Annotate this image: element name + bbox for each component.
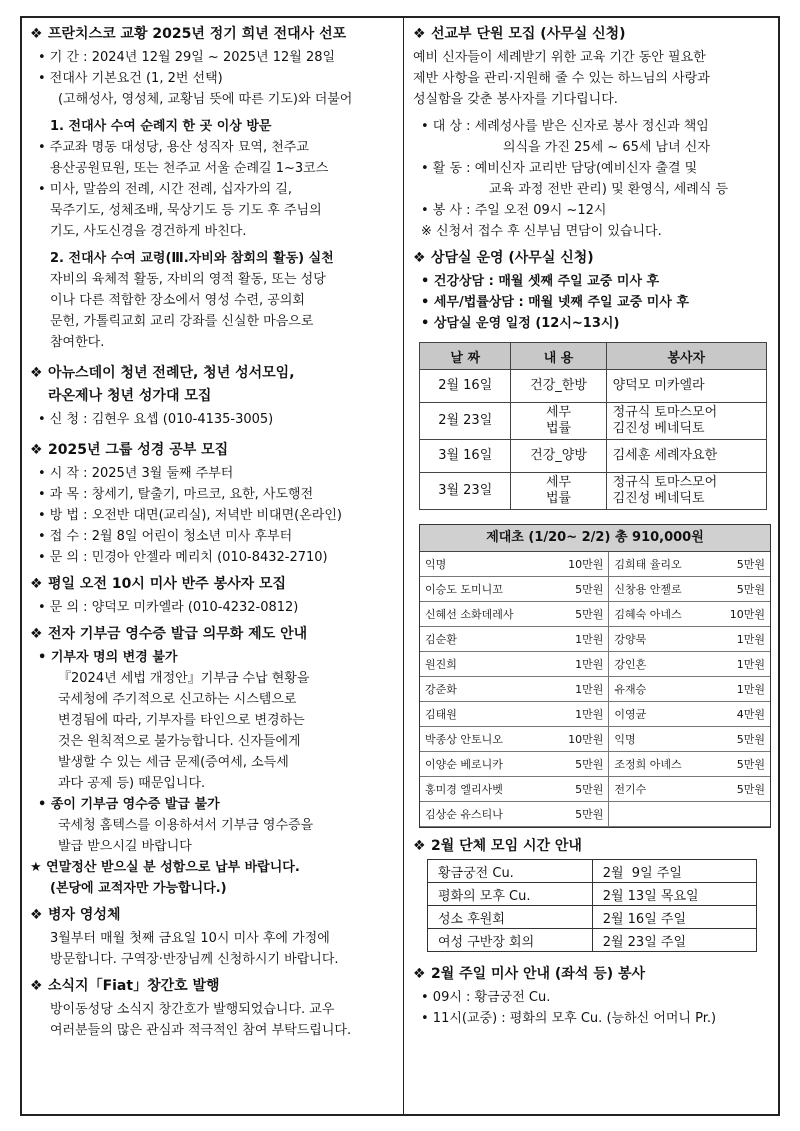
donor-name: 신창용 안젤로 xyxy=(609,577,711,602)
subheading: 1. 전대사 수여 순례지 한 곳 이상 방문 xyxy=(50,119,272,134)
bulletin-page xyxy=(20,16,780,1116)
meeting-row xyxy=(428,860,757,883)
donation-header: 제대초 (1/20~ 2/2) 총 910,000원 xyxy=(420,525,770,552)
meeting-row xyxy=(428,883,757,906)
diamond-icon: ❖ xyxy=(30,626,43,642)
meeting-date: 2월 23일 주일 xyxy=(592,929,756,952)
text-line: • 11시(교중) : 평화의 모후 Cu. (능하신 어머니 Pr.) xyxy=(421,1011,717,1026)
section-title: ❖ 아뉴스데이 청년 전례단, 청년 성서모임, xyxy=(30,363,392,384)
donor-name: 김혜숙 아네스 xyxy=(609,602,711,627)
table-cell: 김세훈 세례자요한 xyxy=(606,440,766,473)
donor-name: 홍미경 엘리사벳 xyxy=(420,777,549,802)
text-line: 참여한다. xyxy=(50,335,105,350)
text-line: 발급 받으시길 바랍니다 xyxy=(58,839,192,854)
diamond-icon: ❖ xyxy=(413,966,426,982)
table-row xyxy=(420,403,767,440)
text-line: • 미사, 말씀의 전례, 시간 전례, 십자가의 길, xyxy=(38,182,293,197)
donation-amount: 5만원 xyxy=(711,552,770,577)
table-header: 날 짜 xyxy=(420,343,511,370)
text-line: • 대 상 : 세례성사를 받은 신자로 봉사 정신과 책임 xyxy=(421,119,709,134)
donor-name: 강인혼 xyxy=(609,652,711,677)
group-name: 성소 후원회 xyxy=(428,906,593,929)
donor-name xyxy=(609,802,711,827)
text-line: 교육 과정 전반 관리) 및 환영식, 세례식 등 xyxy=(489,182,729,197)
donation-row xyxy=(420,652,770,677)
donation-row xyxy=(420,677,770,702)
donation-row xyxy=(420,627,770,652)
text-line: • 문 의 : 양덕모 미카엘라 (010-4232-0812) xyxy=(38,600,299,615)
text-line: 여러분들의 많은 관심과 적극적인 참여 부탁드립니다. xyxy=(50,1023,352,1038)
diamond-icon: ❖ xyxy=(30,26,43,42)
donation-amount: 1만원 xyxy=(711,627,770,652)
text-line: • 신 청 : 김현우 요셉 (010-4135-3005) xyxy=(38,412,274,427)
text-line: 것은 원칙적으로 불가능합니다. 신자들에게 xyxy=(58,734,301,749)
text-line: • 09시 : 황금궁전 Cu. xyxy=(421,990,551,1005)
text-line: 의식을 가진 25세 ~ 65세 남녀 신자 xyxy=(503,140,710,155)
text-line: • 세무/법률상담 : 매월 넷째 주일 교중 미사 후 xyxy=(421,295,689,310)
section-title: ❖ 프란치스코 교황 2025년 정기 희년 전대사 선포 xyxy=(30,24,392,45)
diamond-icon: ❖ xyxy=(30,978,43,994)
donation-amount: 10만원 xyxy=(549,552,609,577)
text-line: 『2024년 세법 개정안』기부금 수납 현황을 xyxy=(58,671,310,686)
donor-name: 강양묵 xyxy=(609,627,711,652)
text-line: 기도, 사도신경을 경건하게 바친다. xyxy=(50,224,247,239)
table-row xyxy=(420,440,767,473)
donation-amount: 1만원 xyxy=(549,652,609,677)
text-line: 변경됨에 따라, 기부자를 타인으로 변경하는 xyxy=(58,713,305,728)
meeting-row xyxy=(428,906,757,929)
table-cell: 2월 23일 xyxy=(420,403,511,440)
donation-amount xyxy=(711,802,770,827)
text-line: • 주교좌 명동 대성당, 용산 성직자 묘역, 천주교 xyxy=(38,140,309,155)
diamond-icon: ❖ xyxy=(413,250,426,266)
text-line: 성실함을 갖춘 봉사자를 기다립니다. xyxy=(413,92,618,107)
subheading: • 종이 기부금 영수증 발급 불가 xyxy=(38,797,220,812)
donation-row xyxy=(420,777,770,802)
text-line: (고해성사, 영성체, 교황님 뜻에 따른 기도)와 더불어 xyxy=(58,92,353,107)
donation-amount: 1만원 xyxy=(711,652,770,677)
text-line: 묵주기도, 성체조배, 묵상기도 등 기도 후 주님의 xyxy=(50,203,322,218)
donation-row xyxy=(420,602,770,627)
text-line: 제반 사항을 관리·지원해 줄 수 있는 하느님의 사랑과 xyxy=(413,71,710,86)
text-line: 방문합니다. 구역장·반장님께 신청하시기 바랍니다. xyxy=(50,952,339,967)
text-line: 이나 다른 적합한 장소에서 영성 수련, 공의회 xyxy=(50,293,305,308)
table-header: 봉사자 xyxy=(606,343,766,370)
text-line: • 봉 사 : 주일 오전 09시 ~12시 xyxy=(421,203,607,218)
text-line: 용산공원묘원, 또는 천주교 서울 순례길 1~3코스 xyxy=(50,161,329,176)
donor-name: 원진희 xyxy=(420,652,549,677)
donor-name: 조정희 아녜스 xyxy=(609,752,711,777)
donor-name: 이승도 도미니꼬 xyxy=(420,577,549,602)
text-line: • 문 의 : 민경아 안젤라 메리치 (010-8432-2710) xyxy=(38,550,328,565)
table-cell: 건강_한방 xyxy=(511,370,606,403)
donation-amount: 5만원 xyxy=(549,802,609,827)
diamond-icon: ❖ xyxy=(413,26,426,42)
section-title-cont: 라온제나 청년 성가대 모집 xyxy=(48,388,212,404)
counseling-table xyxy=(419,342,767,510)
section-title: ❖ 상담실 운영 (사무실 신청) xyxy=(413,248,773,269)
table-header: 내 용 xyxy=(511,343,606,370)
text-line: 문헌, 가톨릭교회 교리 강좌를 신실한 마음으로 xyxy=(50,314,314,329)
donation-amount: 5만원 xyxy=(711,577,770,602)
table-cell: 3월 16일 xyxy=(420,440,511,473)
donation-amount: 1만원 xyxy=(549,627,609,652)
text-line: 발생할 수 있는 세금 문제(증여세, 소득세 xyxy=(58,755,289,770)
donation-amount: 5만원 xyxy=(549,602,609,627)
section-title: ❖ 2월 주일 미사 안내 (좌석 등) 봉사 xyxy=(413,964,773,985)
section-title: ❖ 병자 영성체 xyxy=(30,905,392,926)
table-cell: 정규식 토마스모어 김진성 베네딕토 xyxy=(606,473,766,510)
text-line: 국세청 홈텍스를 이용하셔서 기부금 영수증을 xyxy=(58,818,314,833)
donation-amount: 5만원 xyxy=(549,752,609,777)
donation-row xyxy=(420,752,770,777)
text-line: • 시 작 : 2025년 3월 둘째 주부터 xyxy=(38,466,234,481)
table-row xyxy=(420,370,767,403)
diamond-icon: ❖ xyxy=(30,442,43,458)
donation-amount: 5만원 xyxy=(549,577,609,602)
subheading: 2. 전대사 수여 교령(Ⅲ.자비와 참회의 활동) 실천 xyxy=(50,251,334,266)
text-line: 자비의 육체적 활동, 자비의 영적 활동, 또는 성당 xyxy=(50,272,326,287)
text-line: ※ 신청서 접수 후 신부님 면담이 있습니다. xyxy=(421,224,662,239)
donor-name: 김상순 유스티나 xyxy=(420,802,549,827)
donor-name: 강준화 xyxy=(420,677,549,702)
donation-amount: 5만원 xyxy=(711,777,770,802)
donation-amount: 1만원 xyxy=(711,677,770,702)
section-title: ❖ 2025년 그룹 성경 공부 모집 xyxy=(30,440,392,461)
right-column xyxy=(413,24,773,1029)
subheading: • 기부자 명의 변경 불가 xyxy=(38,650,178,665)
group-name: 평화의 모후 Cu. xyxy=(428,883,593,906)
table-cell: 세무 법률 xyxy=(511,403,606,440)
meeting-date: 2월 13일 목요일 xyxy=(592,883,756,906)
text-line: 과다 공제 등) 때문입니다. xyxy=(58,776,206,791)
left-column xyxy=(30,24,392,1041)
table-cell: 정규식 토마스모어 김진성 베네딕토 xyxy=(606,403,766,440)
donation-amount: 5만원 xyxy=(711,752,770,777)
text-line: 3월부터 매월 첫째 금요일 10시 미사 후에 가정에 xyxy=(50,931,330,946)
meeting-date: 2월 9일 주일 xyxy=(592,860,756,883)
section-title: ❖ 평일 오전 10시 미사 반주 봉사자 모집 xyxy=(30,574,392,595)
column-divider xyxy=(403,18,404,1114)
text-line: • 기 간 : 2024년 12월 29일 ~ 2025년 12월 28일 xyxy=(38,50,336,65)
notice-line: (본당에 교적자만 가능합니다.) xyxy=(50,881,227,896)
text-line: • 활 동 : 예비신자 교리반 담당(예비신자 출결 및 xyxy=(421,161,698,176)
donation-row xyxy=(420,727,770,752)
section-title: ❖ 소식지「Fiat」창간호 발행 xyxy=(30,976,392,997)
text-line: 국세청에 주기적으로 신고하는 시스템으로 xyxy=(58,692,297,707)
text-line: 방이동성당 소식지 창간호가 발행되었습니다. 교우 xyxy=(50,1002,335,1017)
table-cell: 3월 23일 xyxy=(420,473,511,510)
donor-name: 이양순 베로니카 xyxy=(420,752,549,777)
donor-name: 유재승 xyxy=(609,677,711,702)
table-cell: 세무 법률 xyxy=(511,473,606,510)
section-title: ❖ 2월 단체 모임 시간 안내 xyxy=(413,836,773,857)
section-title: ❖ 전자 기부금 영수증 발급 의무화 제도 안내 xyxy=(30,624,392,645)
donation-amount: 10만원 xyxy=(549,727,609,752)
meeting-date: 2월 16일 주일 xyxy=(592,906,756,929)
notice-line: ★ 연말정산 받으실 분 성함으로 납부 바랍니다. xyxy=(30,860,300,875)
text-line: • 과 목 : 창세기, 탈출기, 마르코, 요한, 사도행전 xyxy=(38,487,314,502)
text-line: 예비 신자들이 세례받기 위한 교육 기간 동안 필요한 xyxy=(413,50,706,65)
altar-candle-donations xyxy=(419,524,771,828)
text-line: • 방 법 : 오전반 대면(교리실), 저녁반 비대면(온라인) xyxy=(38,508,342,523)
table-row xyxy=(420,473,767,510)
donation-amount: 4만원 xyxy=(711,702,770,727)
donor-name: 전기수 xyxy=(609,777,711,802)
table-cell: 양덕모 미카엘라 xyxy=(606,370,766,403)
group-name: 여성 구반장 회의 xyxy=(428,929,593,952)
donation-amount: 1만원 xyxy=(549,702,609,727)
donor-name: 익명 xyxy=(609,727,711,752)
donation-row xyxy=(420,552,770,577)
meeting-table xyxy=(427,859,757,952)
donor-name: 김희태 율리오 xyxy=(609,552,711,577)
donor-name: 이영균 xyxy=(609,702,711,727)
meeting-row xyxy=(428,929,757,952)
table-cell: 2월 16일 xyxy=(420,370,511,403)
donation-row xyxy=(420,702,770,727)
section-title: ❖ 선교부 단원 모집 (사무실 신청) xyxy=(413,24,773,45)
diamond-icon: ❖ xyxy=(30,365,43,381)
donor-name: 김태원 xyxy=(420,702,549,727)
donation-row xyxy=(420,577,770,602)
donor-name: 박종상 안토니오 xyxy=(420,727,549,752)
donation-amount: 5만원 xyxy=(711,727,770,752)
group-name: 황금궁전 Cu. xyxy=(428,860,593,883)
donation-amount: 5만원 xyxy=(549,777,609,802)
text-line: • 건강상담 : 매월 셋째 주일 교중 미사 후 xyxy=(421,274,660,289)
donor-name: 익명 xyxy=(420,552,549,577)
donation-amount: 1만원 xyxy=(549,677,609,702)
donation-table xyxy=(420,552,770,827)
text-line: • 전대사 기본요건 (1, 2번 선택) xyxy=(38,71,223,86)
donor-name: 신혜선 소화데레사 xyxy=(420,602,549,627)
text-line: • 접 수 : 2월 8일 어린이 청소년 미사 후부터 xyxy=(38,529,293,544)
donor-name: 김순환 xyxy=(420,627,549,652)
donation-row xyxy=(420,802,770,827)
diamond-icon: ❖ xyxy=(30,576,43,592)
diamond-icon: ❖ xyxy=(413,838,426,854)
donation-amount: 10만원 xyxy=(711,602,770,627)
text-line: • 상담실 운영 일정 (12시~13시) xyxy=(421,316,620,331)
table-cell: 건강_양방 xyxy=(511,440,606,473)
diamond-icon: ❖ xyxy=(30,907,43,923)
